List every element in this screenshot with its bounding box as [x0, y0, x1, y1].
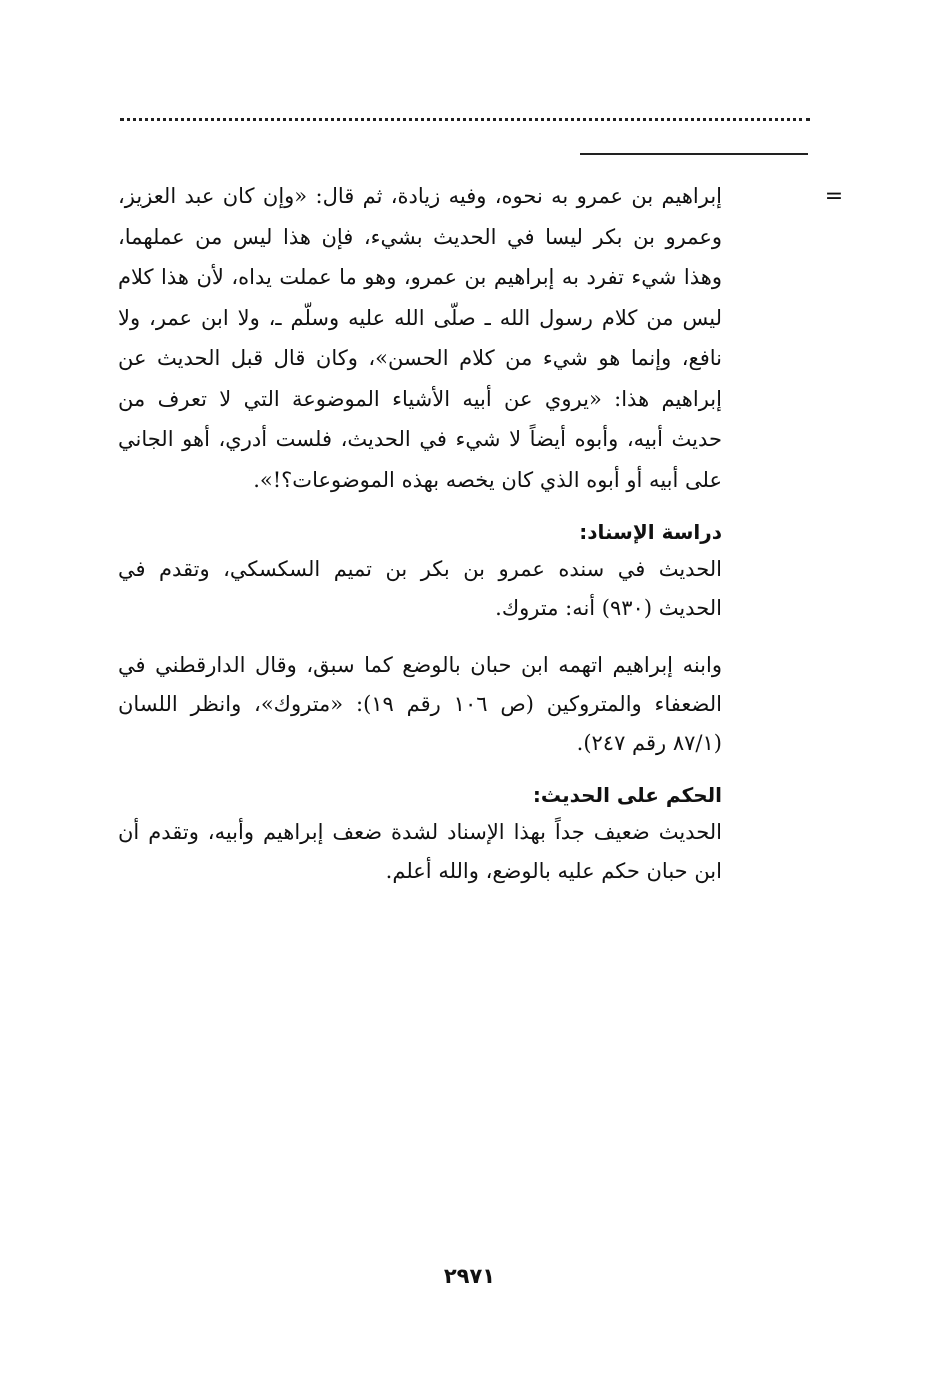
footnote-continuation-mark: = — [824, 184, 844, 209]
isnad-study-paragraph-1: الحديث في سنده عمرو بن بكر بن تميم السكسكي، وتقدم في الحديث (٩٣٠) أنه: متروك. — [118, 557, 722, 620]
ruling-heading: الحكم على الحديث: — [532, 783, 722, 807]
page-number: ٢٩٧١ — [443, 1264, 496, 1288]
isnad-study-heading: دراسة الإسناد: — [579, 520, 722, 544]
page-body — [118, 176, 722, 891]
ruling-paragraph: الحديث ضعيف جداً بهذا الإسناد لشدة ضعف إبراهيم وأبيه، وتقدم أن ابن حبان حكم عليه بالوضع، والله أعلم. — [118, 820, 722, 883]
footnote-dotted-separator — [120, 118, 810, 121]
footnote-short-rule — [580, 153, 808, 155]
isnad-study-paragraph-2: وابنه إبراهيم اتهمه ابن حبان بالوضع كما سبق، وقال الدارقطني في الضعفاء والمتروكين (ص ١٠٦ رقم ١٩): «متروك»، وانظر اللسان (٨٧/١ رقم ٢٤٧). — [118, 653, 722, 755]
footnote-continuation-text: إبراهيم بن عمرو به نحوه، وفيه زيادة، ثم قال: «وإن كان عبد العزيز، وعمرو بن بكر ليسا في الحديث بشيء، فإن هذا ليس من عملهما، وهذا شيء تفرد به إبراهيم بن عمرو، وهو ما عملت يداه، لأن هذا كلام ليس من كلام رسول الله ـ صلّى الله عليه وسلّم ـ، ولا ابن عمر، ولا نافع، وإنما هو شيء من كلام الحسن»، وكان قال قبل الحديث عن إبراهيم هذا: «يروي عن أبيه الأشياء الموضوعة التي لا تعرف من حديث أبيه، وأبوه أيضاً لا شيء في الحديث، فلست أدري، أهو الجاني على أبيه أو أبوه الذي كان يخصه بهذه الموضوعات؟!». — [118, 184, 722, 492]
